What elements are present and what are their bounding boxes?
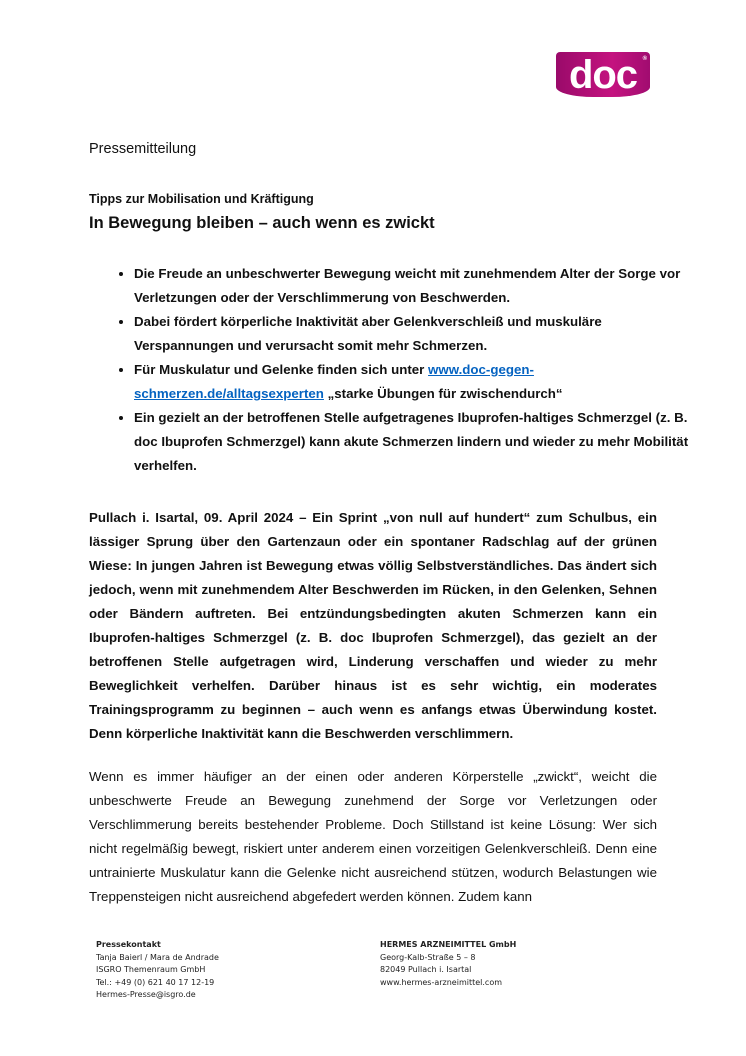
company-heading: HERMES ARZNEIMITTEL GmbH	[380, 940, 517, 949]
company-info	[380, 939, 516, 989]
subheading: Tipps zur Mobilisation und Kräftigung	[89, 192, 314, 206]
contact-line: Hermes-Presse@isgro.de	[96, 990, 196, 999]
bullet-item: • Dabei fördert körperliche Inaktivität aber Gelenkverschleiß und muskuläre Verspannungen und verursacht somit mehr Schmerzen.	[134, 310, 694, 358]
body-paragraph: Wenn es immer häufiger an der einen oder anderen Körperstelle „zwickt“, weicht die unbeschwerte Freude an Bewegung zunehmend der Sorge vor Verletzungen oder Verschlimmerung bereits bestehender Probleme. Doch Stillstand ist keine Lösung: Wer sich nicht regelmäßig bewegt, riskiert unter anderem einen vorzeitigen Gelenkverschleiß. Denn eine untrainierte Muskulatur kann die Gelenke nicht ausreichend stützen, wodurch Belastungen wie Treppensteigen nicht ausreichend abgefedert werden können. Zudem kann	[89, 769, 657, 904]
summary-bullets	[89, 262, 694, 478]
company-line: www.hermes-arzneimittel.com	[380, 977, 503, 987]
bullet-item: • Ein gezielt an der betroffenen Stelle aufgetragenes Ibuprofen-haltiges Schmerzgel (z. B. doc Ibuprofen Schmerzgel) kann akute Schmerzen lindern und wieder zu mehr Mobilität verhelfen.	[134, 406, 694, 478]
contact-line: Tanja Baierl / Mara de Andrade	[96, 952, 219, 962]
logo-text: doc	[568, 52, 638, 97]
document-label: Pressemitteilung	[89, 141, 197, 157]
bullet-text: Für Muskulatur und Gelenke finden sich unter	[134, 362, 429, 377]
exercise-link[interactable]: www.doc-gegen-schmerzen.de/alltagsexperten	[134, 362, 534, 401]
press-contact-heading: Pressekontakt	[96, 940, 161, 949]
company-line: Georg-Kalb-Straße 5 – 8	[380, 952, 476, 962]
registered-mark: ®	[642, 56, 646, 62]
press-contact	[96, 939, 219, 1002]
company-line: 82049 Pullach i. Isartal	[380, 965, 472, 974]
contact-line: Tel.: +49 (0) 621 40 17 12-19	[96, 977, 215, 987]
lead-paragraph: Pullach i. Isartal, 09. April 2024 – Ein Sprint „von null auf hundert“ zum Schulbus, ein lässiger Sprung über den Gartenzaun oder ein spontaner Radschlag auf der grünen Wiese: In jungen Jahren ist Bewegung etwas völlig Selbstverständliches. Das ändert sich jedoch, wenn mit zunehmendem Alter Beschwerden im Rücken, in den Gelenken, Sehnen oder Bändern auftreten. Bei entzündungsbedingten akuten Schmerzen kann ein Ibuprofen-haltiges Schmerzgel (z. B. doc Ibuprofen Schmerzgel), das gezielt an der betroffenen Stelle aufgetragen wird, Linderung verschaffen und wieder zu mehr Beweglichkeit verhelfen. Darüber hinaus ist es sehr wichtig, ein moderates Trainingsprogramm zu beginnen – auch wenn es anfangs etwas Überwindung kostet. Denn körperliche Inaktivität kann die Beschwerden verschlimmern.	[89, 510, 657, 741]
bullet-item	[134, 358, 694, 406]
page-title: In Bewegung bleiben – auch wenn es zwickt	[89, 214, 435, 232]
bullet-item: • Die Freude an unbeschwerter Bewegung weicht mit zunehmendem Alter der Sorge vor Verletzungen oder der Verschlimmerung von Beschwerden.	[134, 262, 694, 310]
doc-logo	[556, 52, 650, 97]
bullet-text: „starke Übungen für zwischendurch“	[323, 386, 563, 401]
contact-line: ISGRO Themenraum GmbH	[96, 965, 206, 974]
